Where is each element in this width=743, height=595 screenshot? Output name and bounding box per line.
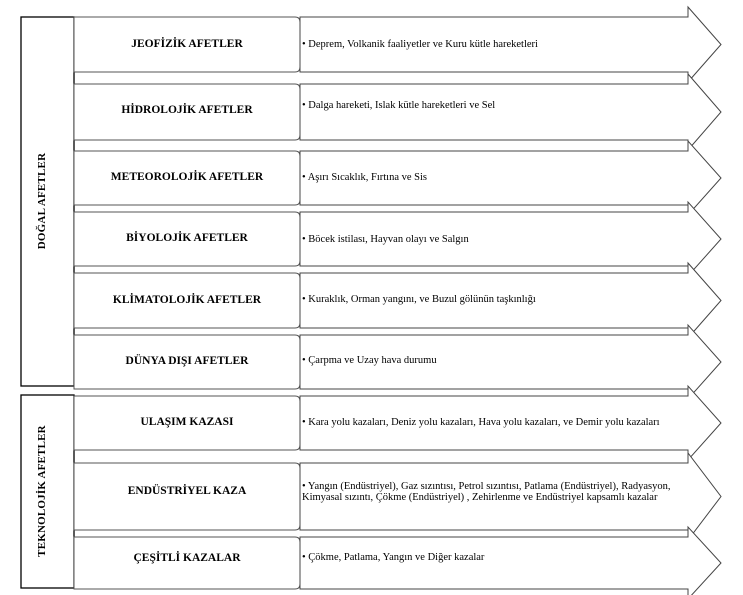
category-label-meteorolojik: METEOROLOJİK AFETLER: [110, 171, 264, 183]
arrow-text-ulasim: • Kara yolu kazaları, Deniz yolu kazaları, Hava yolu kazaları, ve Demir yolu kazaları: [302, 417, 660, 428]
category-label-ulasim: ULAŞIM KAZASI: [140, 416, 234, 428]
group-label-dogal: DOĞAL AFETLER: [36, 152, 48, 250]
arrow-text-biyolojik: • Böcek istilası, Hayvan olayı ve Salgın: [302, 234, 469, 245]
arrow-text-cesitli: • Çökme, Patlama, Yangın ve Diğer kazalar: [302, 552, 485, 563]
category-label-biyolojik: BİYOLOJİK AFETLER: [126, 232, 248, 244]
category-label-dunya-disi: DÜNYA DIŞI AFETLER: [125, 355, 249, 367]
category-label-hidrolojik: HİDROLOJİK AFETLER: [121, 104, 253, 116]
category-label-endustriyel: ENDÜSTRİYEL KAZA: [127, 485, 247, 497]
arrow-hidrolojik: [300, 74, 721, 150]
arrow-text-meteorolojik: • Aşırı Sıcaklık, Fırtına ve Sis: [302, 172, 428, 183]
arrow-text-klimatolojik: • Kuraklık, Orman yangını, ve Buzul gölünün taşkınlığı: [302, 294, 536, 305]
arrow-text-hidrolojik: • Dalga hareketi, Islak kütle hareketleri ve Sel: [302, 100, 496, 111]
category-label-klimatolojik: KLİMATOLOJİK AFETLER: [112, 294, 262, 306]
arrow-text-jeofizik: • Deprem, Volkanik faaliyetler ve Kuru kütle hareketleri: [302, 39, 538, 50]
arrow-text-endustriyel: • Yangın (Endüstriyel), Gaz sızıntısı, Petrol sızıntısı, Patlama (Endüstriyel), Radyasyon, Kimyasal sızıntı, Çökme (Endüstriyel) , Zehirlenme ve Endüstriyel kapsamlı kazalar: [302, 481, 671, 504]
category-label-jeofizik: JEOFİZİK AFETLER: [131, 38, 243, 50]
category-label-cesitli: ÇEŞİTLİ KAZALAR: [133, 552, 241, 564]
arrow-text-dunya-disi: • Çarpma ve Uzay hava durumu: [302, 355, 437, 366]
group-label-teknolojik: TEKNOLOJİK AFETLER: [36, 425, 48, 557]
